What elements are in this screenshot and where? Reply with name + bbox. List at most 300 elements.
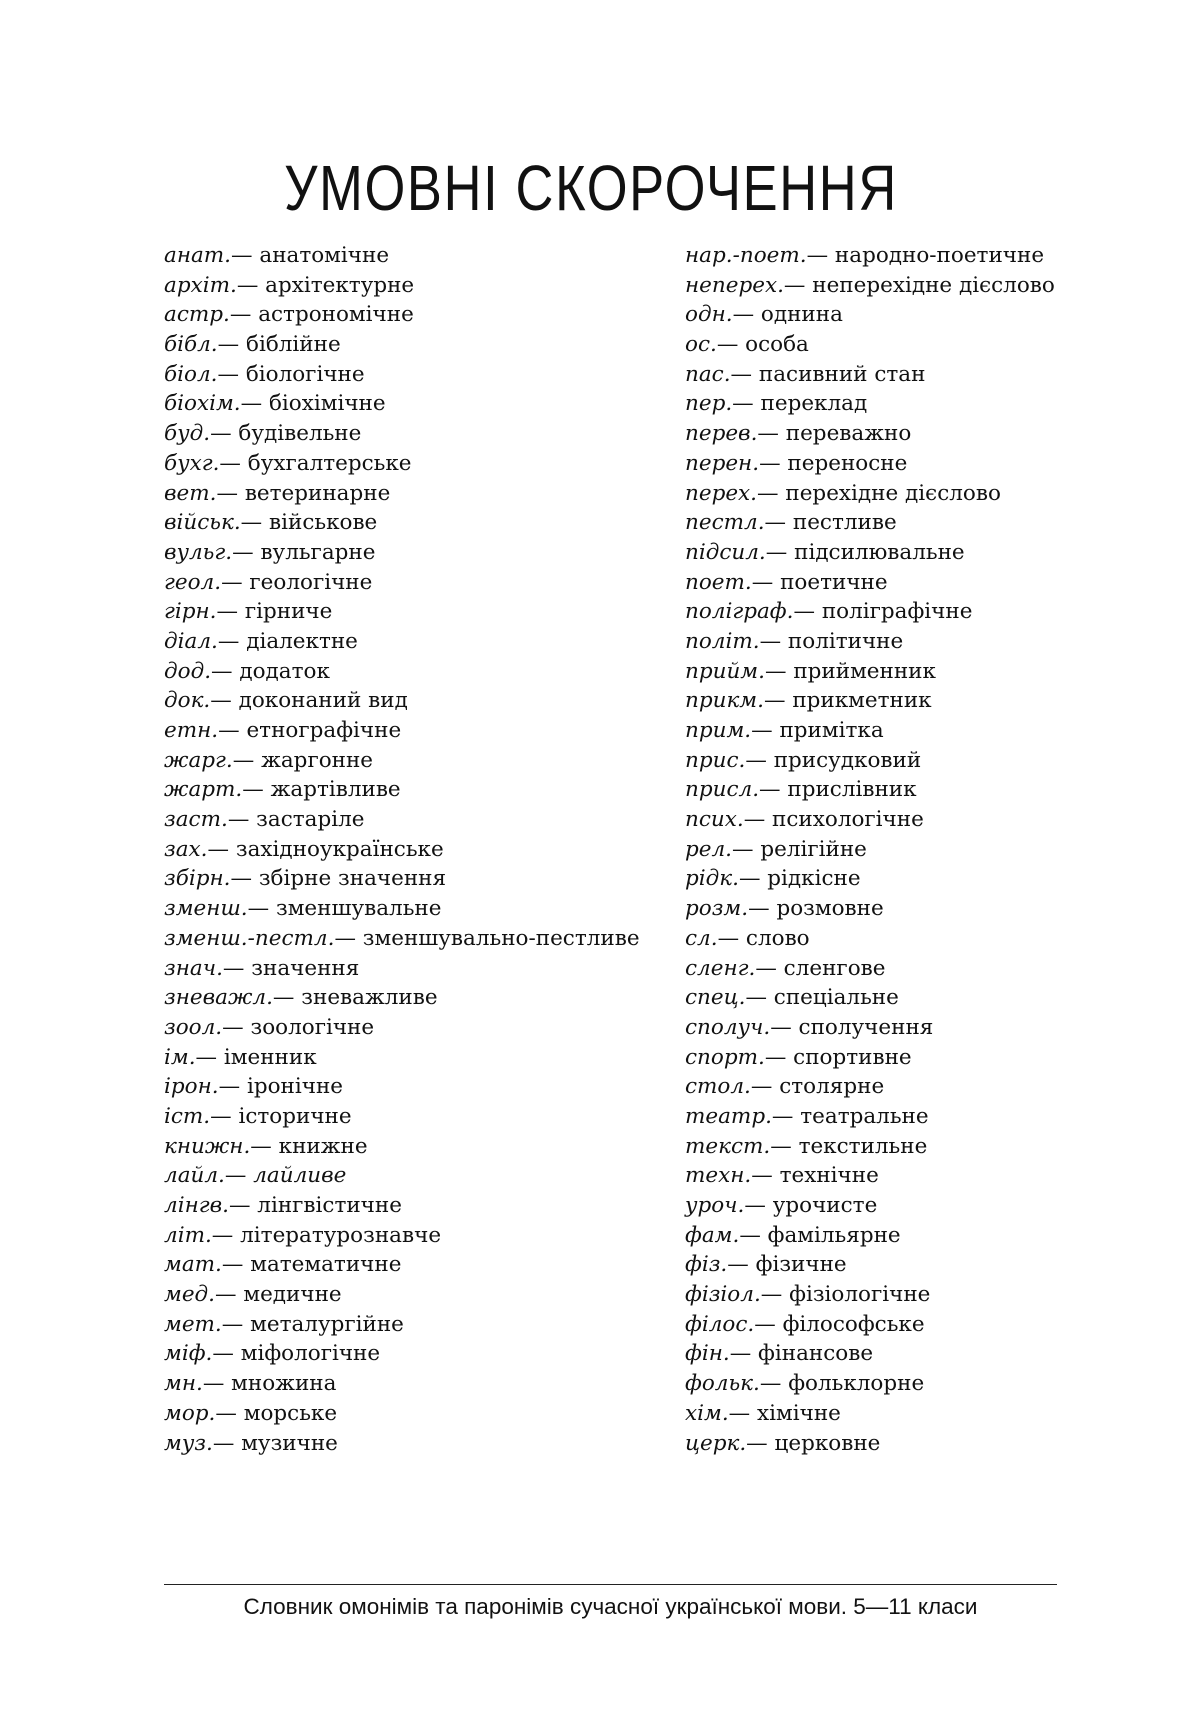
abbreviation-entry bbox=[164, 449, 684, 479]
footer-divider bbox=[164, 1584, 1057, 1585]
abbreviation-meaning: збірне значення bbox=[258, 866, 447, 892]
abbreviation-entry bbox=[164, 835, 684, 865]
abbreviation-meaning: слово bbox=[745, 925, 810, 951]
em-dash: — bbox=[728, 1400, 751, 1426]
abbreviation-entry bbox=[685, 1132, 1155, 1162]
abbreviation-meaning: зневажливе bbox=[301, 985, 438, 1011]
abbreviation-meaning: політичне bbox=[787, 628, 904, 654]
abbreviation-entry bbox=[685, 983, 1155, 1013]
abbreviation: фам. bbox=[685, 1222, 740, 1248]
em-dash: — bbox=[748, 896, 770, 922]
abbreviation: знач. bbox=[164, 955, 223, 981]
abbreviation: фін. bbox=[685, 1341, 730, 1367]
em-dash: — bbox=[250, 1133, 272, 1159]
abbreviation: фізіол. bbox=[685, 1282, 761, 1308]
abbreviation: зневажл. bbox=[164, 985, 273, 1011]
abbreviation-entry bbox=[164, 1429, 684, 1459]
abbreviation-meaning: церковне bbox=[774, 1430, 881, 1456]
em-dash: — bbox=[215, 1282, 237, 1308]
abbreviation: пас. bbox=[685, 361, 731, 387]
abbreviation-meaning: міфологічне bbox=[240, 1341, 381, 1367]
em-dash: — bbox=[229, 302, 252, 328]
em-dash: — bbox=[716, 332, 739, 358]
abbreviation: сл. bbox=[685, 925, 718, 951]
em-dash: — bbox=[219, 450, 241, 476]
abbreviation-meaning: лінгвістичне bbox=[257, 1193, 402, 1218]
em-dash: — bbox=[232, 539, 254, 565]
em-dash: — bbox=[764, 1044, 787, 1070]
em-dash: — bbox=[210, 1103, 232, 1129]
abbreviation-meaning: рідкісне bbox=[767, 866, 861, 892]
abbreviation-meaning: архітектурне bbox=[265, 272, 415, 298]
em-dash: — bbox=[759, 450, 781, 476]
abbreviation: військ. bbox=[164, 510, 241, 536]
abbreviation-entry bbox=[685, 419, 1155, 449]
abbreviation-meaning: особа bbox=[745, 332, 809, 358]
abbreviation-entry bbox=[685, 1102, 1155, 1132]
em-dash: — bbox=[221, 1252, 244, 1278]
abbreviation-entry bbox=[164, 1310, 684, 1340]
abbreviation-meaning: сленгове bbox=[783, 955, 886, 981]
em-dash: — bbox=[759, 1371, 782, 1397]
abbreviation-entry bbox=[685, 686, 1155, 716]
abbreviation-entry bbox=[164, 538, 684, 568]
abbreviation-entry bbox=[685, 775, 1155, 805]
em-dash: — bbox=[247, 896, 270, 922]
abbreviation: жарт. bbox=[164, 777, 243, 803]
em-dash: — bbox=[717, 925, 740, 951]
abbreviation-entry bbox=[164, 894, 684, 924]
abbreviation-meaning: будівельне bbox=[238, 421, 362, 447]
abbreviation-entry bbox=[685, 864, 1155, 894]
em-dash: — bbox=[221, 569, 243, 595]
page-title: УМОВНІ СКОРОЧЕННЯ bbox=[284, 152, 898, 224]
em-dash: — bbox=[732, 302, 755, 328]
abbreviation-entry bbox=[164, 864, 684, 894]
abbreviation: астр. bbox=[164, 302, 230, 328]
abbreviation-entry bbox=[164, 1339, 684, 1369]
abbreviation: спец. bbox=[685, 985, 746, 1011]
em-dash: — bbox=[771, 1103, 794, 1129]
abbreviation: міф. bbox=[164, 1341, 213, 1367]
abbreviation-entry bbox=[685, 1013, 1155, 1043]
abbreviation-meaning: технічне bbox=[779, 1163, 879, 1189]
abbreviation-entry bbox=[685, 1429, 1155, 1459]
abbreviation: ім. bbox=[164, 1044, 196, 1070]
em-dash: — bbox=[751, 1163, 773, 1189]
abbreviation-entry bbox=[685, 835, 1155, 865]
abbreviation-meaning: біохімічне bbox=[268, 391, 386, 417]
abbreviation-meaning: зменшувально-пестливе bbox=[362, 925, 640, 951]
abbreviation: стол. bbox=[685, 1074, 751, 1100]
abbreviation: мн. bbox=[164, 1371, 203, 1397]
abbreviation: вет. bbox=[164, 480, 217, 506]
abbreviation-meaning: підсилювальне bbox=[794, 539, 965, 565]
abbreviation: поліграф. bbox=[685, 599, 794, 625]
em-dash: — bbox=[217, 361, 239, 387]
abbreviation: пестл. bbox=[685, 510, 765, 536]
abbreviation-meaning: ветеринарне bbox=[244, 480, 391, 506]
abbreviation-meaning: фольклорне bbox=[788, 1371, 925, 1397]
abbreviation: книжн. bbox=[164, 1133, 251, 1159]
abbreviation-meaning: медичне bbox=[243, 1282, 342, 1308]
abbreviation: техн. bbox=[685, 1163, 752, 1189]
abbreviation: вульг. bbox=[164, 539, 233, 565]
abbreviation: мет. bbox=[164, 1311, 222, 1337]
abbreviation-meaning: переклад bbox=[760, 391, 868, 417]
abbreviation-meaning: поліграфічне bbox=[821, 599, 973, 625]
abbreviation-meaning: сполучення bbox=[798, 1014, 934, 1040]
abbreviation: біол. bbox=[164, 361, 218, 387]
abbreviation: геол. bbox=[164, 569, 222, 595]
abbreviation: док. bbox=[164, 688, 211, 714]
abbreviation-entry bbox=[164, 983, 684, 1013]
abbreviation-meaning: математичне bbox=[250, 1252, 402, 1278]
abbreviation-meaning: спортивне bbox=[793, 1044, 912, 1070]
em-dash: — bbox=[202, 1371, 225, 1397]
abbreviation: бухг. bbox=[164, 450, 220, 476]
abbreviation-entry bbox=[685, 1161, 1155, 1191]
abbreviation: ірон. bbox=[164, 1074, 219, 1100]
abbreviation-entry bbox=[164, 716, 684, 746]
abbreviation-entry bbox=[685, 1221, 1155, 1251]
abbreviation-entry bbox=[164, 924, 684, 954]
em-dash: — bbox=[727, 1252, 749, 1278]
em-dash: — bbox=[228, 1193, 251, 1218]
abbreviation-meaning: зоологічне bbox=[250, 1014, 375, 1040]
abbreviation-meaning: неперехідне дієслово bbox=[812, 272, 1055, 298]
abbreviation-entry bbox=[685, 1310, 1155, 1340]
abbreviation-entry bbox=[164, 1132, 684, 1162]
abbreviation-meaning: гірниче bbox=[244, 599, 333, 625]
abbreviation-meaning: іменник bbox=[223, 1044, 317, 1070]
em-dash: — bbox=[806, 243, 829, 268]
abbreviation: заст. bbox=[164, 807, 228, 833]
em-dash: — bbox=[212, 1430, 235, 1456]
abbreviation-entry bbox=[685, 746, 1155, 776]
em-dash: — bbox=[746, 1430, 768, 1456]
abbreviation-meaning: переносне bbox=[787, 450, 908, 476]
em-dash: — bbox=[231, 243, 253, 268]
abbreviation-meaning: пестливе bbox=[792, 510, 897, 536]
abbreviation-meaning: хімічне bbox=[757, 1400, 841, 1426]
abbreviation: ос. bbox=[685, 332, 717, 358]
abbreviation-meaning: західноукраїнське bbox=[235, 836, 444, 862]
abbreviation-entry bbox=[685, 360, 1155, 390]
abbreviation-entry bbox=[685, 1369, 1155, 1399]
abbreviation-meaning: літературознавче bbox=[240, 1222, 442, 1248]
abbreviation-meaning: анатомічне bbox=[259, 243, 390, 268]
em-dash: — bbox=[739, 1222, 761, 1248]
abbreviation: гірн. bbox=[164, 599, 217, 625]
abbreviation-meaning: примітка bbox=[779, 718, 884, 743]
em-dash: — bbox=[236, 272, 259, 298]
abbreviation-entry bbox=[164, 568, 684, 598]
abbreviation-entry bbox=[164, 627, 684, 657]
abbreviation-meaning: прикметник bbox=[792, 688, 932, 714]
abbreviation: архіт. bbox=[164, 272, 237, 298]
abbreviation-meaning: доконаний вид bbox=[238, 688, 408, 714]
em-dash: — bbox=[732, 391, 754, 417]
abbreviation: лінгв. bbox=[164, 1193, 229, 1218]
em-dash: — bbox=[757, 421, 779, 447]
abbreviation-entry bbox=[164, 1399, 684, 1429]
abbreviation: прим. bbox=[685, 718, 752, 743]
abbreviation-entry bbox=[685, 1250, 1155, 1280]
em-dash: — bbox=[222, 1014, 244, 1040]
abbreviation-meaning: прислівник bbox=[787, 777, 917, 803]
em-dash: — bbox=[242, 777, 264, 803]
abbreviation-entry bbox=[685, 657, 1155, 687]
abbreviation-entry bbox=[164, 300, 684, 330]
abbreviation: спорт. bbox=[685, 1044, 765, 1070]
abbreviation-entry bbox=[164, 1102, 684, 1132]
abbreviation-meaning: діалектне bbox=[246, 628, 358, 654]
abbreviation: поет. bbox=[685, 569, 752, 595]
em-dash: — bbox=[743, 807, 766, 833]
abbreviation-meaning: лайливе bbox=[253, 1163, 347, 1189]
em-dash: — bbox=[744, 1193, 766, 1218]
em-dash: — bbox=[760, 1282, 783, 1308]
abbreviation-meaning: іронічне bbox=[246, 1074, 343, 1100]
abbreviation: зах. bbox=[164, 836, 208, 862]
abbreviation-entry bbox=[685, 508, 1155, 538]
abbreviation-meaning: металургійне bbox=[250, 1311, 404, 1337]
abbreviation-entry bbox=[164, 508, 684, 538]
abbreviation-meaning: фізіологічне bbox=[789, 1282, 931, 1308]
em-dash: — bbox=[770, 1014, 792, 1040]
abbreviation: прис. bbox=[685, 747, 746, 773]
em-dash: — bbox=[738, 866, 761, 892]
abbreviation-meaning: жартівливе bbox=[270, 777, 401, 803]
abbreviation: етн. bbox=[164, 718, 219, 743]
abbreviation-entry bbox=[685, 389, 1155, 419]
abbreviation-entry bbox=[164, 1221, 684, 1251]
abbreviation-meaning: поетичне bbox=[780, 569, 888, 595]
abbreviation: іст. bbox=[164, 1103, 211, 1129]
abbreviation-entry bbox=[164, 479, 684, 509]
abbreviation: зменш.-пестл. bbox=[164, 925, 335, 951]
abbreviation-entry bbox=[685, 538, 1155, 568]
abbreviation-meaning: вульгарне bbox=[260, 539, 376, 565]
abbreviation-meaning: філософське bbox=[782, 1311, 925, 1337]
abbreviation-meaning: зменшувальне bbox=[275, 896, 442, 922]
abbreviation: біохім. bbox=[164, 391, 241, 417]
abbreviation-meaning: військове bbox=[269, 510, 378, 536]
em-dash: — bbox=[759, 777, 781, 803]
em-dash: — bbox=[765, 539, 788, 565]
abbreviation-meaning: психологічне bbox=[772, 807, 924, 833]
em-dash: — bbox=[793, 599, 815, 625]
abbreviation: одн. bbox=[685, 302, 733, 328]
em-dash: — bbox=[770, 1133, 792, 1159]
abbreviation-entry bbox=[685, 271, 1155, 301]
abbreviation: нар.-поет. bbox=[685, 243, 807, 268]
em-dash: — bbox=[210, 421, 232, 447]
em-dash: — bbox=[211, 658, 233, 684]
abbreviation-entry bbox=[164, 330, 684, 360]
abbreviation-meaning: прийменник bbox=[793, 658, 936, 684]
em-dash: — bbox=[759, 628, 782, 654]
abbreviation-entry bbox=[685, 300, 1155, 330]
em-dash: — bbox=[755, 955, 777, 981]
abbreviation: неперех. bbox=[685, 272, 784, 298]
abbreviation: прийм. bbox=[685, 658, 765, 684]
footer-text: Словник омонімів та паронімів сучасної української мови. 5—11 класи bbox=[243, 1594, 978, 1619]
abbreviation-entry bbox=[685, 954, 1155, 984]
abbreviation-meaning: фізичне bbox=[755, 1252, 847, 1278]
em-dash: — bbox=[218, 718, 240, 743]
abbreviation-meaning: текстильне bbox=[798, 1133, 928, 1159]
abbreviation-meaning: релігійне bbox=[760, 836, 867, 862]
abbreviation-meaning: морське bbox=[243, 1400, 338, 1426]
abbreviation-entry bbox=[685, 1043, 1155, 1073]
em-dash: — bbox=[211, 1222, 234, 1248]
abbreviation-meaning: етнографічне bbox=[246, 718, 402, 743]
abbreviation-entry bbox=[164, 686, 684, 716]
abbreviation-entry bbox=[685, 894, 1155, 924]
abbreviation-entry bbox=[685, 1399, 1155, 1429]
abbreviation: перев. bbox=[685, 421, 758, 447]
em-dash: — bbox=[215, 1400, 237, 1426]
abbreviation-meaning: бухгалтерське bbox=[247, 450, 412, 476]
abbreviation: псих. bbox=[685, 807, 744, 833]
em-dash: — bbox=[224, 1163, 247, 1189]
abbreviation-entry bbox=[164, 271, 684, 301]
abbreviation: рідк. bbox=[685, 866, 739, 892]
abbreviation: філос. bbox=[685, 1311, 755, 1337]
em-dash: — bbox=[757, 480, 779, 506]
abbreviation: перен. bbox=[685, 450, 760, 476]
abbreviation: церк. bbox=[685, 1430, 747, 1456]
abbreviation-entry bbox=[685, 479, 1155, 509]
em-dash: — bbox=[227, 807, 250, 833]
em-dash: — bbox=[212, 1341, 234, 1367]
abbreviation-entry bbox=[164, 1043, 684, 1073]
em-dash: — bbox=[272, 985, 295, 1011]
em-dash: — bbox=[221, 1311, 244, 1337]
em-dash: — bbox=[730, 361, 753, 387]
em-dash: — bbox=[783, 272, 806, 298]
em-dash: — bbox=[210, 688, 232, 714]
abbreviation-entry bbox=[164, 1250, 684, 1280]
abbreviation-entry bbox=[685, 716, 1155, 746]
em-dash: — bbox=[334, 925, 356, 951]
em-dash: — bbox=[729, 1341, 752, 1367]
em-dash: — bbox=[745, 747, 767, 773]
abbreviation-entry bbox=[164, 241, 684, 271]
em-dash: — bbox=[754, 1311, 776, 1337]
abbreviation-meaning: народно-поетичне bbox=[834, 243, 1045, 268]
abbreviation-meaning: біологічне bbox=[245, 361, 365, 387]
abbreviation: літ. bbox=[164, 1222, 212, 1248]
abbreviation: розм. bbox=[685, 896, 749, 922]
em-dash: — bbox=[217, 332, 240, 358]
em-dash: — bbox=[745, 985, 767, 1011]
abbreviation: анат. bbox=[164, 243, 232, 268]
abbreviation-entry bbox=[164, 1369, 684, 1399]
abbreviation-entry bbox=[685, 805, 1155, 835]
abbreviation-entry bbox=[164, 1013, 684, 1043]
abbreviation-meaning: застаріле bbox=[256, 807, 365, 833]
abbreviation-meaning: однина bbox=[760, 302, 843, 328]
abbreviation: присл. bbox=[685, 777, 760, 803]
abbreviation: уроч. bbox=[685, 1193, 745, 1218]
abbreviation-entry bbox=[164, 360, 684, 390]
abbreviation-meaning: спеціальне bbox=[773, 985, 899, 1011]
abbreviation: сленг. bbox=[685, 955, 756, 981]
abbreviation-entry bbox=[685, 924, 1155, 954]
abbreviation: лайл. bbox=[164, 1163, 225, 1189]
abbreviation: пер. bbox=[685, 391, 733, 417]
abbreviation-entry bbox=[164, 1161, 684, 1191]
em-dash: — bbox=[750, 1074, 773, 1100]
abbreviation-entry bbox=[164, 657, 684, 687]
abbreviation: фіз. bbox=[685, 1252, 728, 1278]
em-dash: — bbox=[207, 836, 230, 862]
abbreviation: жарг. bbox=[164, 747, 233, 773]
abbreviation: прикм. bbox=[685, 688, 764, 714]
abbreviation-meaning: присудковий bbox=[773, 747, 922, 773]
abbreviation: діал. bbox=[164, 628, 218, 654]
em-dash: — bbox=[763, 688, 786, 714]
em-dash: — bbox=[232, 747, 255, 773]
abbreviation: хім. bbox=[685, 1400, 729, 1426]
em-dash: — bbox=[764, 658, 787, 684]
abbreviation-meaning: музичне bbox=[241, 1430, 338, 1456]
abbreviation: театр. bbox=[685, 1103, 772, 1129]
abbreviation-meaning: значення bbox=[251, 955, 360, 981]
abbreviation: мор. bbox=[164, 1400, 216, 1426]
abbreviation-entry bbox=[164, 597, 684, 627]
abbreviation: буд. bbox=[164, 421, 211, 447]
abbreviation-entry bbox=[164, 419, 684, 449]
abbreviation: збірн. bbox=[164, 866, 231, 892]
abbreviation-entry bbox=[685, 1280, 1155, 1310]
em-dash: — bbox=[751, 718, 773, 743]
abbreviation-meaning: фінансове bbox=[758, 1341, 874, 1367]
abbreviation-meaning: історичне bbox=[238, 1103, 352, 1129]
abbreviation-entry bbox=[685, 597, 1155, 627]
abbreviation-entry bbox=[164, 1072, 684, 1102]
abbreviation-meaning: пасивний стан bbox=[758, 361, 926, 387]
abbreviation: фольк. bbox=[685, 1371, 760, 1397]
abbreviations-left-column bbox=[164, 241, 684, 1458]
abbreviation: зоол. bbox=[164, 1014, 223, 1040]
abbreviation-entry bbox=[164, 746, 684, 776]
abbreviation: бібл. bbox=[164, 332, 218, 358]
abbreviation: муз. bbox=[164, 1430, 213, 1456]
abbreviation-entry bbox=[685, 330, 1155, 360]
abbreviation-meaning: фамільярне bbox=[767, 1222, 901, 1248]
abbreviation: зменш. bbox=[164, 896, 248, 922]
abbreviation: перех. bbox=[685, 480, 758, 506]
em-dash: — bbox=[240, 510, 263, 536]
em-dash: — bbox=[240, 391, 263, 417]
em-dash: — bbox=[217, 628, 240, 654]
abbreviation: політ. bbox=[685, 628, 760, 654]
abbreviation: дод. bbox=[164, 658, 212, 684]
abbreviation-meaning: множина bbox=[231, 1371, 337, 1397]
abbreviation-meaning: жаргонне bbox=[261, 747, 374, 773]
em-dash: — bbox=[216, 599, 239, 625]
em-dash: — bbox=[195, 1044, 218, 1070]
abbreviation-meaning: біблійне bbox=[246, 332, 341, 358]
em-dash: — bbox=[230, 866, 252, 892]
abbreviations-right-column bbox=[685, 241, 1155, 1458]
em-dash: — bbox=[218, 1074, 241, 1100]
abbreviation-entry bbox=[164, 1191, 684, 1221]
